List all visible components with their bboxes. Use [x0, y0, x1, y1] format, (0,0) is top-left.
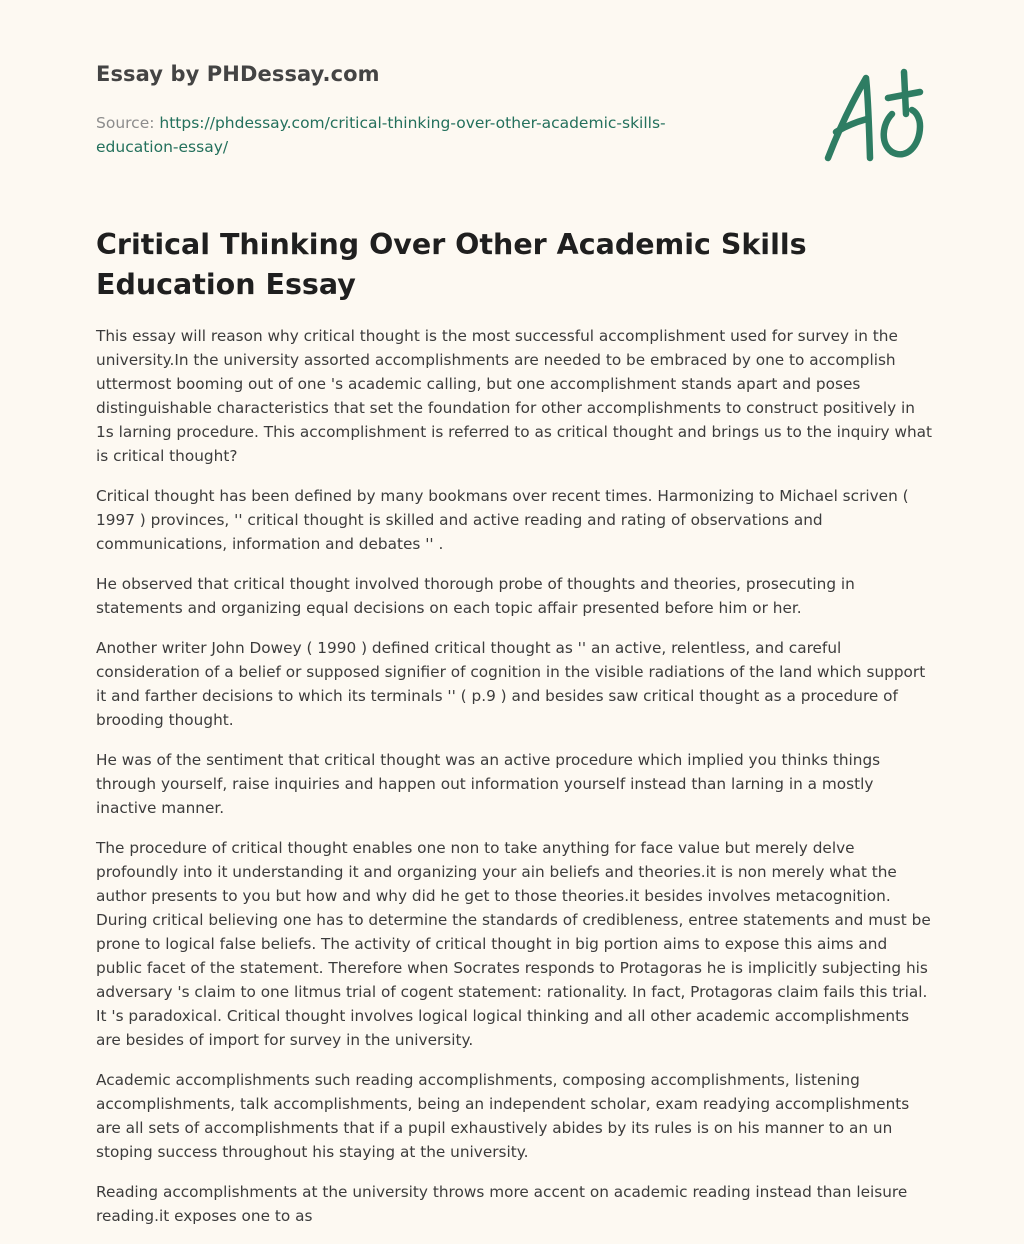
site-title: Essay by PHDessay.com: [96, 62, 380, 86]
source-label: Source:: [96, 114, 155, 132]
source-line: [96, 111, 746, 159]
essay-paragraph: The procedure of critical thought enables one non to take anything for face value but merely delve profoundly into it understanding it and organizing your ain beliefs and theories.it is non merely what the author presents to you but how and why did he get to those theories.it besides involves metacognition. During critical believing one has to determine the standards of credibleness, entree statements and must be prone to logical false beliefs. The activity of critical thought in big portion aims to expose this aims and public facet of the statement. Therefore when Socrates responds to Protagoras he is implicitly subjecting his adversary 's claim to one litmus trial of cogent statement: rationality. In fact, Protagoras claim fails this trial. It 's paradoxical. Critical thought involves logical logical thinking and all other academic accomplishments are besides of import for survey in the university.: [96, 839, 931, 1049]
essay-paragraph: Reading accomplishments at the university throws more accent on academic reading instead than leisure reading.it exposes one to as: [96, 1183, 908, 1225]
essay-paragraph: Another writer John Dowey ( 1990 ) defined critical thought as '' an active, relentless, and careful consideration of a belief or supposed signifier of cognition in the visible radiations of the land which support it and farther decisions to which its terminals '' ( p.9 ) and besides saw critical thought as a procedure of brooding thought.: [96, 639, 926, 729]
essay-body: [96, 324, 936, 1244]
essay-paragraph: Critical thought has been defined by many bookmans over recent times. Harmonizing to Michael scriven ( 1997 ) provinces, '' critical thought is skilled and active reading and rating of observations and communications, information and debates '' .: [96, 487, 909, 553]
page-header: [96, 0, 936, 200]
a-plus-grade-icon: [822, 66, 926, 166]
essay-page: [96, 0, 936, 1225]
essay-paragraph: He observed that critical thought involved thorough probe of thoughts and theories, prosecuting in statements and organizing equal decisions on each topic affair presented before him or her.: [96, 575, 855, 617]
source-link[interactable]: https://phdessay.com/critical-thinking-over-other-academic-skills-education-essay/: [96, 114, 666, 156]
essay-paragraph: Academic accomplishments such reading accomplishments, composing accomplishments, listening accomplishments, talk accomplishments, being an independent scholar, exam readying accomplishments are all sets of accomplishments that if a pupil exhaustively abides by its rules is on his manner to an un stoping success throughout his staying at the university.: [96, 1071, 910, 1161]
essay-paragraph: This essay will reason why critical thought is the most successful accomplishment used for survey in the university.In the university assorted accomplishments are needed to be embraced by one to accomplish uttermost booming out of one 's academic calling, but one accomplishment stands apart and poses distinguishable characteristics that set the foundation for other accomplishments to construct positively in 1s larning procedure. This accomplishment is referred to as critical thought and brings us to the inquiry what is critical thought?: [96, 327, 933, 465]
essay-title: Critical Thinking Over Other Academic Skills Education Essay: [96, 228, 807, 301]
essay-paragraph: He was of the sentiment that critical thought was an active procedure which implied you thinks things through yourself, raise inquiries and happen out information yourself instead than larning in a mostly inactive manner.: [96, 751, 881, 817]
